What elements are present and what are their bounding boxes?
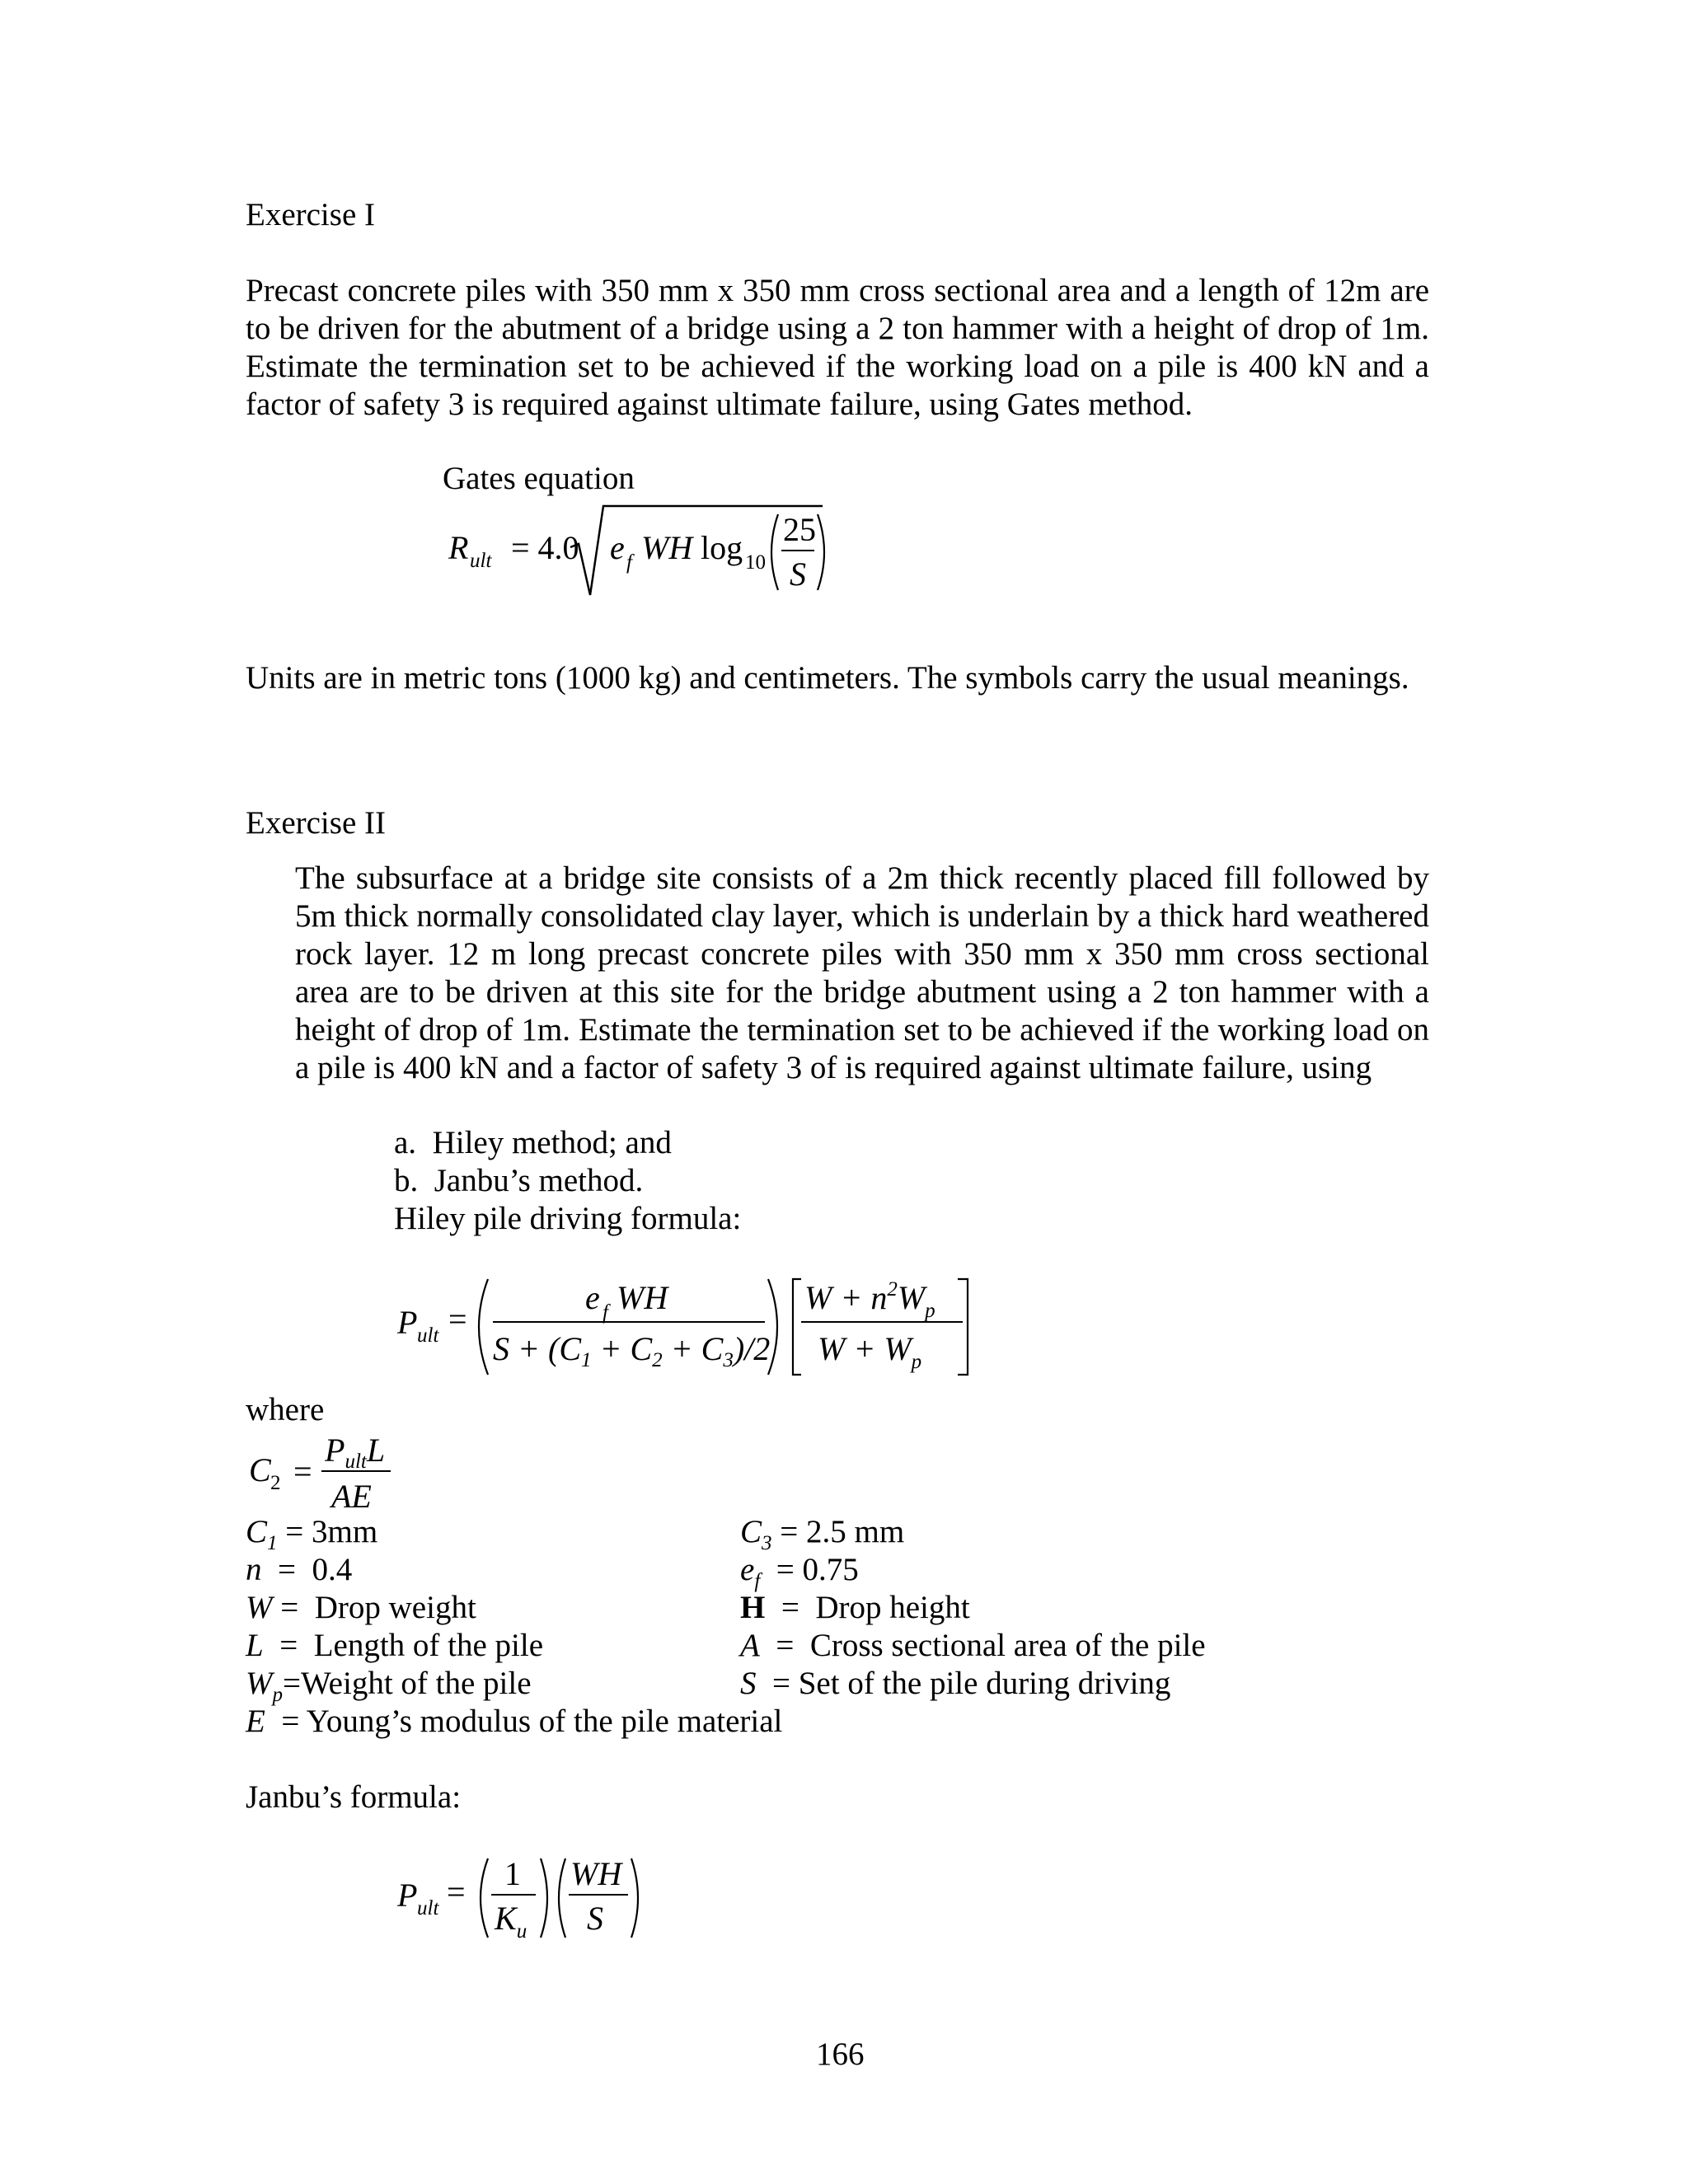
hiley-num1-e-sub: f — [603, 1301, 608, 1324]
exercise-1-paragraph: Precast concrete piles with 350 mm x 350 mm cross sectional area and a length of 12m are to be driven for the abutment of a bridge using a 2 ton hammer with a height of drop of 1m. Estimate the termination set to be achieved if the working load on a pile is 400 kN and a factor of safety 3 is required against ultimate failure, using Gates method. — [246, 273, 1429, 422]
bracket-left-icon — [793, 1279, 801, 1375]
janbu-equation — [396, 1850, 659, 1949]
list-marker-a: a. — [394, 1125, 417, 1160]
c2-equation-graphic — [246, 1430, 427, 1521]
c2-lhs: C — [249, 1451, 271, 1488]
hiley-lhs: P — [397, 1304, 418, 1341]
exercise-1-heading: Exercise I — [246, 197, 375, 232]
def-s: S = Set of the pile during driving — [740, 1666, 1171, 1701]
janbu-equation-graphic — [396, 1850, 659, 1949]
paren-left-icon — [559, 1858, 565, 1938]
gates-den: S — [790, 555, 806, 593]
page-number: 166 — [816, 2036, 865, 2072]
hiley-den1: $S + (C_1 + C_2 + C_3)/2$ — [493, 1330, 771, 1371]
exercise-2-paragraph: The subsurface at a bridge site consists of a 2m thick recently placed fill followed by 5m thick normally consolidated clay layer, which is underlain by a thick hard weathered rock layer. 12 m long precast concrete piles with 350 mm x 350 mm cross sectional area are to be driven at this site for the bridge abutment using a 2 ton hammer with a height of drop of 1m. Estimate the termination set to be achieved if the working load on a pile is 400 kN and a factor of safety 3 of is required against ultimate failure, using — [295, 860, 1429, 1085]
paren-right-icon — [541, 1858, 547, 1938]
hiley-eq: = — [448, 1301, 467, 1338]
janbu-num1: 1 — [504, 1855, 521, 1892]
hiley-num2: $W + n^2W_p$ — [804, 1278, 935, 1322]
gates-equation-graphic — [445, 503, 841, 602]
def-c1: $C_1 = 3mm$ — [246, 1514, 378, 1554]
list-marker-b: b. — [394, 1163, 419, 1198]
gates-e: e — [610, 529, 625, 566]
janbu-eq: = — [447, 1873, 466, 1910]
def-n: n = 0.4 — [246, 1552, 353, 1587]
def-h: H = Drop height — [740, 1590, 970, 1625]
def-c3: $C_3 = 2.5$ mm — [740, 1514, 905, 1554]
janbu-formula-label: Janbu’s formula: — [246, 1779, 462, 1815]
gates-lhs: R — [448, 529, 469, 566]
janbu-lhs-sub: ult — [417, 1897, 439, 1919]
hiley-formula-label: Hiley pile driving formula: — [394, 1201, 742, 1236]
list-text-b: Janbu’s method. — [434, 1163, 644, 1198]
def-w: W = Drop weight — [246, 1590, 476, 1625]
gates-coef: = 4.0 — [511, 529, 579, 566]
janbu-den2: S — [587, 1900, 603, 1937]
c2-lhs-sub: 2 — [270, 1472, 281, 1494]
paren-left-icon — [481, 1858, 488, 1938]
gates-log-sub: 10 — [745, 551, 766, 574]
c2-den: AE — [331, 1478, 372, 1515]
paren-left-icon — [771, 514, 778, 590]
c2-equation — [246, 1430, 427, 1521]
gates-num: 25 — [783, 511, 816, 548]
gates-wh: WH — [641, 529, 693, 566]
units-note: Units are in metric tons (1000 kg) and centimeters. The symbols carry the usual meanings. — [246, 660, 1409, 696]
hiley-num1-rest: WH — [617, 1279, 668, 1316]
hiley-equation — [396, 1269, 989, 1385]
exercise-2-heading: Exercise II — [246, 805, 386, 841]
janbu-den1: $K_u$ — [495, 1900, 528, 1943]
hiley-num1-e: e — [585, 1279, 600, 1316]
def-l: L = Length of the pile — [246, 1628, 544, 1663]
janbu-lhs: P — [397, 1877, 418, 1914]
gates-log: log — [701, 529, 743, 566]
bracket-right-icon — [958, 1279, 968, 1375]
def-wp: $W_p=Weight$ of the pile — [246, 1666, 532, 1706]
paren-right-icon — [631, 1858, 638, 1938]
def-e: E = Young’s modulus of the pile material — [246, 1704, 783, 1739]
gates-lhs-sub: ult — [470, 550, 492, 572]
hiley-equation-graphic — [396, 1269, 989, 1385]
hiley-lhs-sub: ult — [417, 1324, 439, 1347]
janbu-num2: WH — [570, 1855, 622, 1892]
list-text-a: Hiley method; and — [432, 1125, 672, 1160]
list-item-b — [394, 1162, 643, 1200]
c2-num: $P_{ult}L$ — [325, 1432, 386, 1473]
c2-eq: = — [293, 1453, 312, 1490]
gates-equation — [445, 503, 841, 602]
paren-left-icon — [479, 1279, 488, 1375]
list-item-a — [394, 1124, 672, 1162]
def-ef: $e_f = 0.75$ — [740, 1552, 859, 1592]
gates-e-sub: f — [626, 551, 632, 574]
def-a: A = Cross sectional area of the pile — [740, 1628, 1206, 1663]
hiley-den2: $W + W_p$ — [818, 1330, 922, 1373]
paren-right-icon — [818, 514, 824, 590]
where-label: where — [246, 1392, 325, 1427]
gates-equation-label: Gates equation — [443, 461, 635, 496]
